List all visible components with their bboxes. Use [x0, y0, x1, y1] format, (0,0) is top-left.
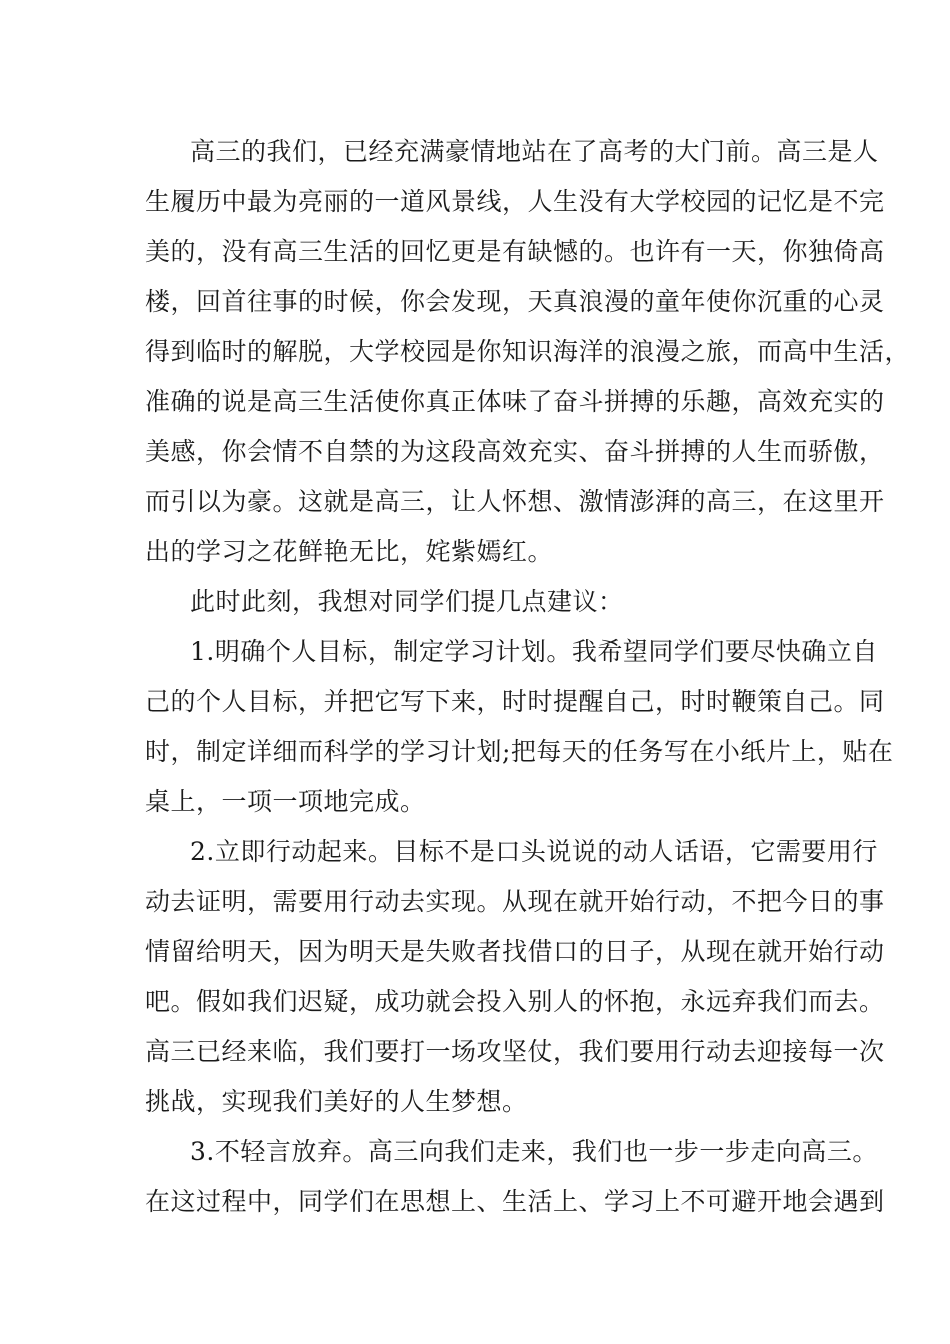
paragraph-3-line-2: 己的个人目标，并把它写下来，时时提醒自己，时时鞭策自己。同: [145, 687, 885, 716]
paragraph-1-line-1: 高三的我们，已经充满豪情地站在了高考的大门前。高三是人: [190, 137, 879, 166]
paragraph-1-line-8: 而引以为豪。这就是高三，让人怀想、激情澎湃的高三，在这里开: [145, 487, 885, 516]
paragraph-1-line-3: 美的，没有高三生活的回忆更是有缺憾的。也许有一天，你独倚高: [145, 237, 885, 266]
paragraph-1-line-4: 楼，回首往事的时候，你会发现，天真浪漫的童年使你沉重的心灵: [145, 287, 885, 316]
paragraph-3-line-3: 时，制定详细而科学的学习计划;把每天的任务写在小纸片上，贴在: [145, 737, 894, 766]
document-body: [145, 127, 911, 1227]
paragraph-4-line-1: 2.立即行动起来。目标不是口头说说的动人话语，它需要用行: [190, 837, 878, 866]
paragraph-4-line-3: 情留给明天，因为明天是失败者找借口的日子，从现在就开始行动: [145, 937, 885, 966]
paragraph-1-line-5: 得到临时的解脱，大学校园是你知识海洋的浪漫之旅，而高中生活，: [145, 337, 911, 366]
paragraph-5-line-1: 3.不轻言放弃。高三向我们走来，我们也一步一步走向高三。: [190, 1137, 878, 1166]
paragraph-4-line-2: 动去证明，需要用行动去实现。从现在就开始行动，不把今日的事: [145, 887, 885, 916]
paragraph-1-line-7: 美感，你会情不自禁的为这段高效充实、奋斗拼搏的人生而骄傲，: [145, 437, 885, 466]
paragraph-3-line-4: 桌上，一项一项地完成。: [145, 787, 426, 816]
paragraph-3-line-1: 1.明确个人目标，制定学习计划。我希望同学们要尽快确立自: [190, 637, 878, 666]
paragraph-5-line-2: 在这过程中，同学们在思想上、生活上、学习上不可避开地会遇到: [145, 1187, 885, 1216]
paragraph-1-line-6: 准确的说是高三生活使你真正体味了奋斗拼搏的乐趣，高效充实的: [145, 387, 885, 416]
paragraph-2-line-1: 此时此刻，我想对同学们提几点建议：: [190, 587, 624, 616]
paragraph-1-line-9: 出的学习之花鲜艳无比，姹紫嫣红。: [145, 537, 554, 566]
paragraph-4-line-6: 挑战，实现我们美好的人生梦想。: [145, 1087, 528, 1116]
paragraph-1-line-2: 生履历中最为亮丽的一道风景线，人生没有大学校园的记忆是不完: [145, 187, 885, 216]
paragraph-4-line-4: 吧。假如我们迟疑，成功就会投入别人的怀抱，永远弃我们而去。: [145, 987, 885, 1016]
paragraph-4-line-5: 高三已经来临，我们要打一场攻坚仗，我们要用行动去迎接每一次: [145, 1037, 885, 1066]
